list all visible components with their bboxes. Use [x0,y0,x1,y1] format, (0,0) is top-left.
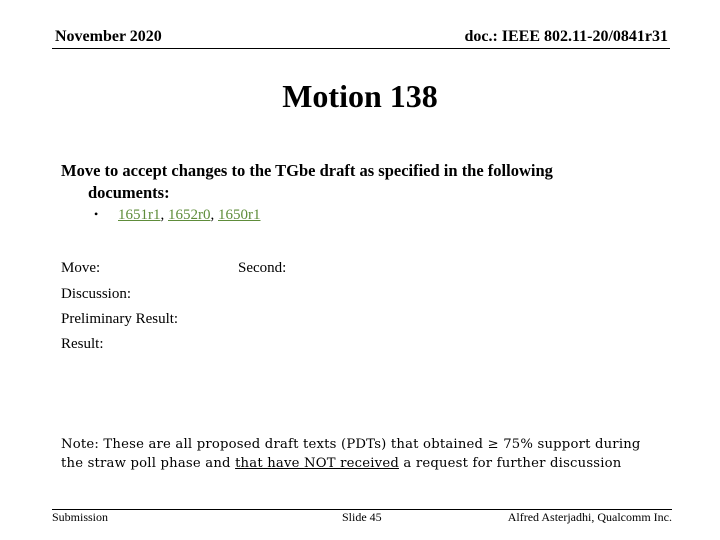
note-text [61,435,661,473]
footer-slide-number: Slide 45 [342,510,382,524]
note-part-2: a request for further discussion [398,456,622,471]
doc-separator: , [210,207,218,223]
result-label: Result: [61,336,104,352]
doc-link-1651r1[interactable]: 1651r1 [118,207,161,223]
discussion-label: Discussion: [61,286,132,302]
document-list-item [94,207,261,224]
header-divider [52,48,670,49]
second-label: Second: [238,260,287,276]
note-underlined: that have NOT received [235,456,399,471]
slide-title: Motion 138 [282,78,438,114]
header-date: November 2020 [55,28,162,45]
doc-link-1652r0[interactable]: 1652r0 [168,207,211,223]
motion-line-2: documents: [88,183,170,202]
motion-line-1: Move to accept changes to the TGbe draft as specified in the following [61,161,553,180]
move-label: Move: [61,260,101,276]
footer-submission: Submission [52,510,109,524]
doc-link-1650r1[interactable]: 1650r1 [218,207,261,223]
motion-text [61,160,641,204]
doc-separator: , [160,207,168,223]
preliminary-result-label: Preliminary Result: [61,311,179,327]
footer-author: Alfred Asterjadhi, Qualcomm Inc. [507,510,672,524]
header-doc-id: doc.: IEEE 802.11-20/0841r31 [464,28,668,45]
note-part-1: Note: These are all proposed draft texts (PDTs) that obtained ≥ 75% support during the straw poll phase and [61,437,641,471]
bullet-icon: • [94,207,99,221]
